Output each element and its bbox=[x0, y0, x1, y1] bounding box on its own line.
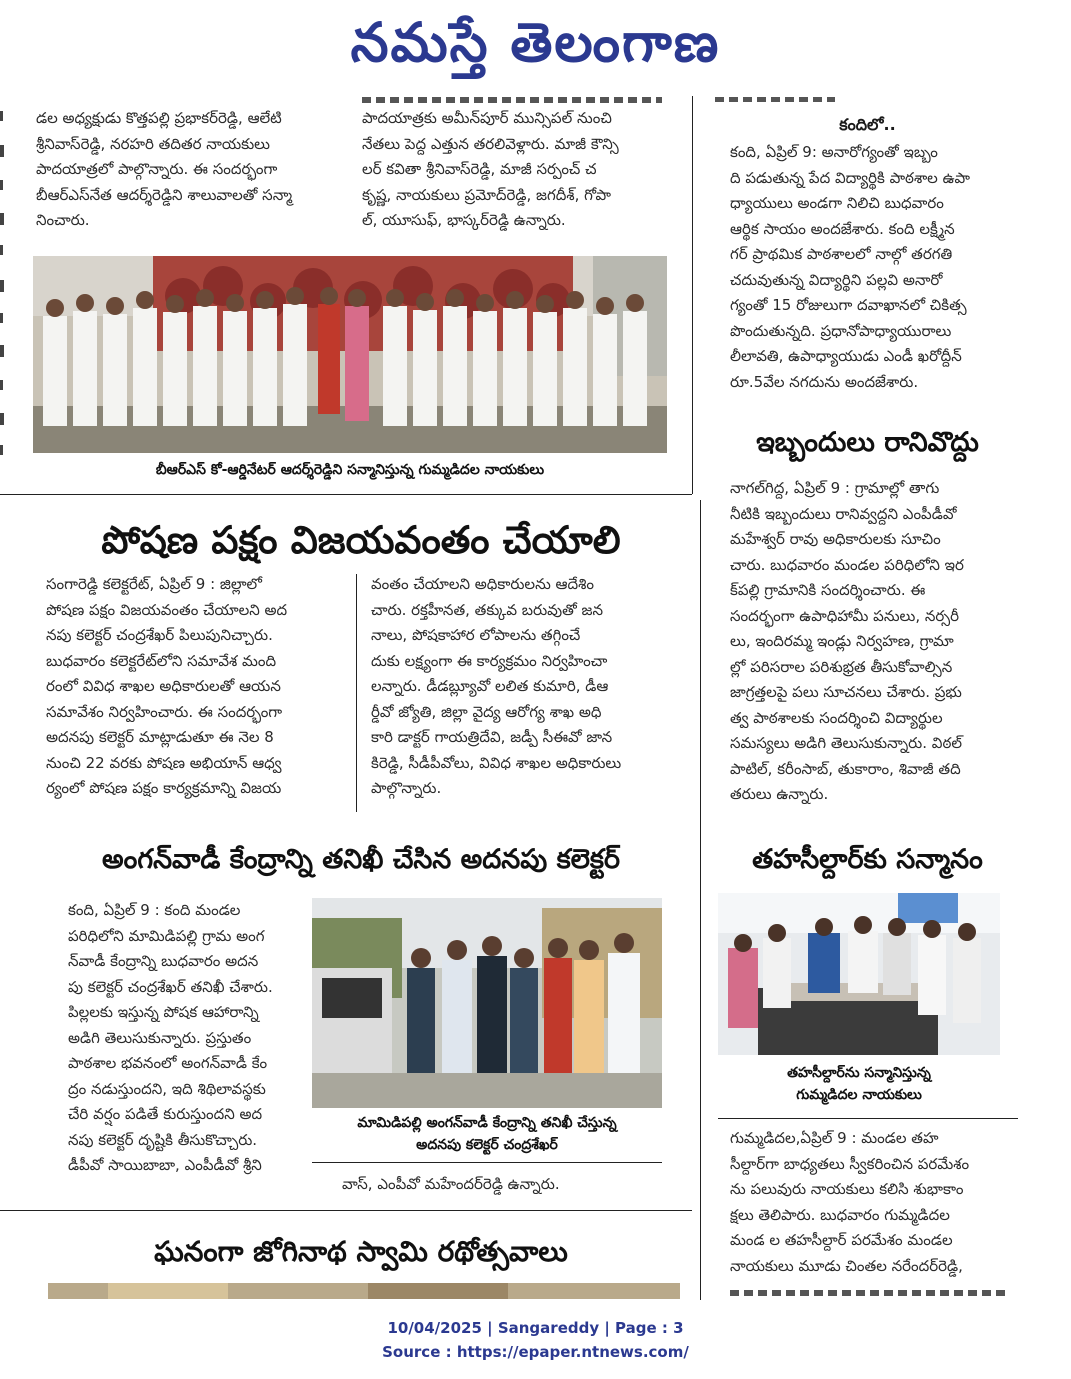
article-line: డల అధ్యక్షుడు కొత్తపల్లి ప్రభాకర్‌రెడ్డి, ఆలేటి bbox=[36, 109, 282, 127]
article-line: జాగ్రత్తలపై పలు సూచనలు చేశారు. ప్రభు bbox=[730, 683, 962, 701]
caption-line: గుమ్మడిదల నాయకులు bbox=[796, 1087, 922, 1103]
caption-divider bbox=[312, 1162, 662, 1163]
anganwadi-inspection-photo bbox=[312, 898, 662, 1108]
article-line: పాఠశాల భవనంలో అంగన్‌వాడీ కేం bbox=[68, 1054, 268, 1072]
column-divider bbox=[692, 96, 693, 494]
footer-date-edition: 10/04/2025 | Sangareddy | Page : 3 bbox=[387, 1319, 684, 1337]
article-line: నపు కలెక్టర్ దృష్టికి తీసుకొచ్చారు. bbox=[68, 1130, 258, 1149]
article-line: పాల్గొన్నారు. bbox=[371, 779, 442, 797]
article-line: పు కలెక్టర్ చంద్రశేఖర్ తనిఖీ చేశారు. bbox=[68, 977, 273, 996]
article-line: పాటిల్, కరీంసాబ్, తుకారాం, శివాజీ తది bbox=[730, 759, 961, 778]
article-line: సందర్భంగా ఉపాధిహామీ పనులు, నర్సరీ bbox=[730, 606, 960, 625]
article-line: ర్డీవో జ్యోతి, జిల్లా వైద్య ఆరోగ్య శాఖ అధి bbox=[371, 702, 602, 721]
article-line: పాదయాత్రలో పాల్గొన్నారు. ఈ సందర్భంగా bbox=[36, 160, 278, 178]
article-line: ది పడుతున్న పేద విద్యార్థికి పాఠశాల ఉపా bbox=[730, 168, 971, 187]
article-line: లన్నారు. డీడబ్ల్యూవో లలిత కుమారి, డీఆ bbox=[371, 677, 609, 695]
article-line: ద్రం నడుస్తుందని, ఇది శిథిలావస్థకు bbox=[68, 1079, 266, 1098]
jogi-headline: ఘనంగా జోగినాథ స్వామి రథోత్సవాలు bbox=[154, 1235, 568, 1268]
article-line: బీఆర్‌ఎస్‌నేత ఆదర్శ్‌రెడ్డిని శాలువాలతో సన్మా bbox=[36, 185, 293, 204]
article-line: చేరి వర్షం పడితే కురుస్తుందని అద bbox=[68, 1105, 263, 1123]
article-line: ర్యంలో పోషణ పక్షం కార్యక్రమాన్ని విజయ bbox=[46, 779, 282, 797]
article-line: క్షలు తెలిపారు. బుధవారం గుమ్మడిదల bbox=[730, 1205, 950, 1224]
kandi-article bbox=[730, 140, 1020, 395]
caption-line: అదనపు కలెక్టర్ చంద్రశేఖర్ bbox=[416, 1137, 558, 1153]
caption-line: మామిడిపల్లి అంగన్‌వాడీ కేంద్రాన్ని తనిఖీ చేస్తున్న bbox=[357, 1115, 617, 1131]
article-line: కిరెడ్డి, సీడీపీవోలు, వివిధ శాఖల అధికారులు bbox=[371, 753, 622, 772]
article-line: శ్రీనివాస్‌రెడ్డి, నరహరి తదితర నాయకులు bbox=[36, 134, 270, 153]
article-line: పోషణ పక్షం విజయవంతం చేయాలని అద bbox=[46, 600, 288, 619]
article-line: తరులు ఉన్నారు. bbox=[730, 785, 829, 803]
tahsildar-felicitation-photo bbox=[718, 893, 1000, 1055]
tahsildar-photo-caption bbox=[718, 1062, 1000, 1106]
footer-source: Source : https://epaper.ntnews.com/ bbox=[382, 1343, 689, 1361]
group-felicitation-photo bbox=[33, 256, 667, 453]
article-line: న్‌వాడీ కేంద్రాన్ని బుధవారం అదన bbox=[68, 952, 259, 970]
article-line: చదువుతున్న విద్యార్థిని పల్లవి అనారో bbox=[730, 270, 943, 289]
article-line: ఆర్థిక సాయం అందజేశారు. కంది లక్ష్మీన bbox=[730, 219, 955, 238]
article-line: నీటికి ఇబ్బందులు రానివ్వద్దని ఎంపీడీవో bbox=[730, 504, 957, 523]
article-line: చారు. రక్తహీనత, తక్కువ బరువుతో జన bbox=[371, 600, 604, 619]
caption-line: తహసీల్దార్‌ను సన్మానిస్తున్న bbox=[787, 1065, 931, 1081]
article-line: సీల్దార్‌గా బాధ్యతలు స్వీకరించిన పరమేశం bbox=[730, 1154, 970, 1173]
clipped-line bbox=[730, 1288, 1010, 1296]
article-line: ల్లో పరిసరాల పరిశుభ్రత తీసుకోవాల్సిన bbox=[730, 657, 953, 676]
article-line: సమస్యలు అడిగి తెలుసుకున్నారు. విఠల్ bbox=[730, 734, 962, 752]
tahsildar-article bbox=[730, 1126, 1020, 1279]
clipped-column-edge bbox=[0, 105, 8, 485]
article-line: వంతం చేయాలని అధికారులను ఆదేశిం bbox=[371, 575, 594, 593]
article-line: నపు కలెక్టర్ చంద్రశేఖర్ పిలుపునిచ్చారు. bbox=[46, 626, 273, 644]
article-line: రూ.5వేల నగదును అందజేశారు. bbox=[730, 372, 919, 391]
article-line: లర్ కవితా శ్రీనివాస్‌రెడ్డి, మాజీ సర్పంచ్ చ bbox=[362, 160, 597, 178]
jogi-photo-top bbox=[48, 1283, 680, 1299]
article-line: గర్ ప్రాథమిక పాఠశాలలో నాల్గో తరగతి bbox=[730, 245, 953, 263]
top-photo-caption: బీఆర్‌ఎస్ కో-ఆర్డినేటర్ ఆదర్శ్‌రెడ్డిని సన్మానిస్తున్న గుమ్మడిదల నాయకులు bbox=[155, 462, 545, 478]
article-line: కారి డాక్టర్ గాయత్రిదేవి, జడ్పీ సీఈవో జాన bbox=[371, 728, 613, 746]
article-line: చారు. బుధవారం మండల పరిధిలోని ఇర bbox=[730, 555, 964, 574]
article-line: నాలు, పోషకాహార లోపాలను తగ్గించే bbox=[371, 626, 581, 644]
article-line: నుంచి 22 వరకు పోషణ అభియాన్ ఆధ్వ bbox=[46, 753, 282, 772]
article-line: మండ ల తహసీల్దార్ పరమేశం మండల bbox=[730, 1231, 953, 1249]
article-line: సమావేశం నిర్వహించారు. ఈ సందర్భంగా bbox=[46, 702, 283, 721]
article-line: పొందుతున్నది. ప్రధానోపాధ్యాయురాలు bbox=[730, 321, 952, 340]
article-line: దుకు లక్ష్యంగా ఈ కార్యక్రమం నిర్వహించా bbox=[371, 651, 608, 670]
article-line: పరిధిలోని మామిడిపల్లి గ్రామ అంగ bbox=[68, 926, 265, 945]
article-line: లీలావతి, ఉపాధ్యాయుడు ఎండీ ఖరోద్దీన్ bbox=[730, 347, 962, 365]
article-line: కంది, ఏప్రిల్ 9 : కంది మండల bbox=[68, 901, 241, 919]
article-line: ల్, యూసుఫ్, భాస్కర్‌రెడ్డి ఉన్నారు. bbox=[362, 211, 566, 229]
article-line: పిల్లలకు ఇస్తున్న పోషక ఆహారాన్ని bbox=[68, 1003, 259, 1021]
article-line: రంలో వివిధ శాఖల అధికారులతో ఆయన bbox=[46, 677, 281, 695]
anganwadi-continuation: వాస్, ఎంపీవో మహేందర్‌రెడ్డి ఉన్నారు. bbox=[342, 1175, 560, 1193]
top-left-article bbox=[36, 106, 336, 234]
water-article bbox=[730, 476, 1020, 808]
article-line: ధ్యాయులు అండగా నిలిచి బుధవారం bbox=[730, 194, 944, 212]
article-line: డీపీవో సాయిబాబా, ఎంపీడీవో శ్రీని bbox=[68, 1156, 262, 1174]
caption-divider bbox=[718, 1118, 1018, 1119]
article-line: కృష్ణ, నాయకులు ప్రమోద్‌రెడ్డి, జగదీశ్, గోపా bbox=[362, 185, 611, 204]
article-line: నేతలు పెద్ద ఎత్తున తరలివెళ్లారు. మాజీ కౌన్సి bbox=[362, 134, 619, 153]
article-line: పాదయాత్రకు అమీన్‌పూర్ మున్సిపల్ నుంచి bbox=[362, 109, 612, 127]
article-line: గ్యంతో 15 రోజులుగా దవాఖానలో చికిత్స bbox=[730, 296, 967, 314]
column-divider bbox=[356, 574, 357, 812]
anganwadi-headline: అంగన్‌వాడీ కేంద్రాన్ని తనిఖీ చేసిన అదనపు కలెక్టర్ bbox=[102, 844, 620, 875]
anganwadi-article bbox=[68, 898, 300, 1179]
article-line: బుధవారం కలెక్టరేట్‌లోని సమావేశ మంది bbox=[46, 651, 277, 670]
clipped-line bbox=[362, 96, 662, 104]
water-headline: ఇబ్బందులు రానివొద్దు bbox=[756, 427, 979, 458]
kandi-heading: కందిలో.. bbox=[839, 115, 896, 134]
masthead-title: నమస్తే తెలంగాణ bbox=[350, 10, 721, 74]
article-line: క్‌పల్లి గ్రామానికి సందర్శించారు. ఈ bbox=[730, 581, 926, 599]
article-line: లు, ఇందిరమ్మ ఇండ్లు నిర్వహణ, గ్రామా bbox=[730, 632, 954, 650]
article-line: నాయకులు మూడు చింతల నరేందర్‌రెడ్డి, bbox=[730, 1256, 963, 1275]
section-divider bbox=[0, 494, 692, 495]
top-mid-article bbox=[362, 106, 664, 234]
poshana-col1 bbox=[46, 572, 351, 802]
clipped-line bbox=[715, 96, 835, 103]
column-divider bbox=[700, 500, 701, 1300]
poshana-col2 bbox=[371, 572, 671, 802]
article-line: అదనపు కలెక్టర్ మాట్లాడుతూ ఈ నెల 8 bbox=[46, 728, 274, 746]
article-line: త్వ పాఠశాలకు సందర్శించి విద్యార్థుల bbox=[730, 708, 943, 727]
tahsildar-headline: తహసీల్దార్‌కు సన్మానం bbox=[752, 844, 983, 875]
article-line: గుమ్మడిదల,ఏప్రిల్ 9 : మండల తహ bbox=[730, 1129, 939, 1147]
section-divider bbox=[0, 1210, 692, 1211]
article-line: కంది, ఏప్రిల్ 9: అనారోగ్యంతో ఇబ్బం bbox=[730, 143, 938, 161]
article-line: అడిగి తెలుసుకున్నారు. ప్రస్తుతం bbox=[68, 1028, 252, 1047]
article-line: నించారు. bbox=[36, 211, 90, 229]
article-line: నాగల్‌గిద్ద, ఏప్రిల్ 9 : గ్రామాల్లో తాగు bbox=[730, 479, 940, 497]
article-line: సంగారెడ్డి కలెక్టరేట్, ఏప్రిల్ 9 : జిల్లాలో bbox=[46, 575, 262, 593]
anganwadi-photo-caption bbox=[312, 1112, 662, 1156]
article-line: మహేశ్వర్ రావు అధికారులకు సూచిం bbox=[730, 530, 941, 548]
article-line: ను పలువురు నాయకులు కలిసి శుభాకాం bbox=[730, 1180, 964, 1198]
poshana-headline: పోషణ పక్షం విజయవంతం చేయాలి bbox=[101, 518, 621, 562]
